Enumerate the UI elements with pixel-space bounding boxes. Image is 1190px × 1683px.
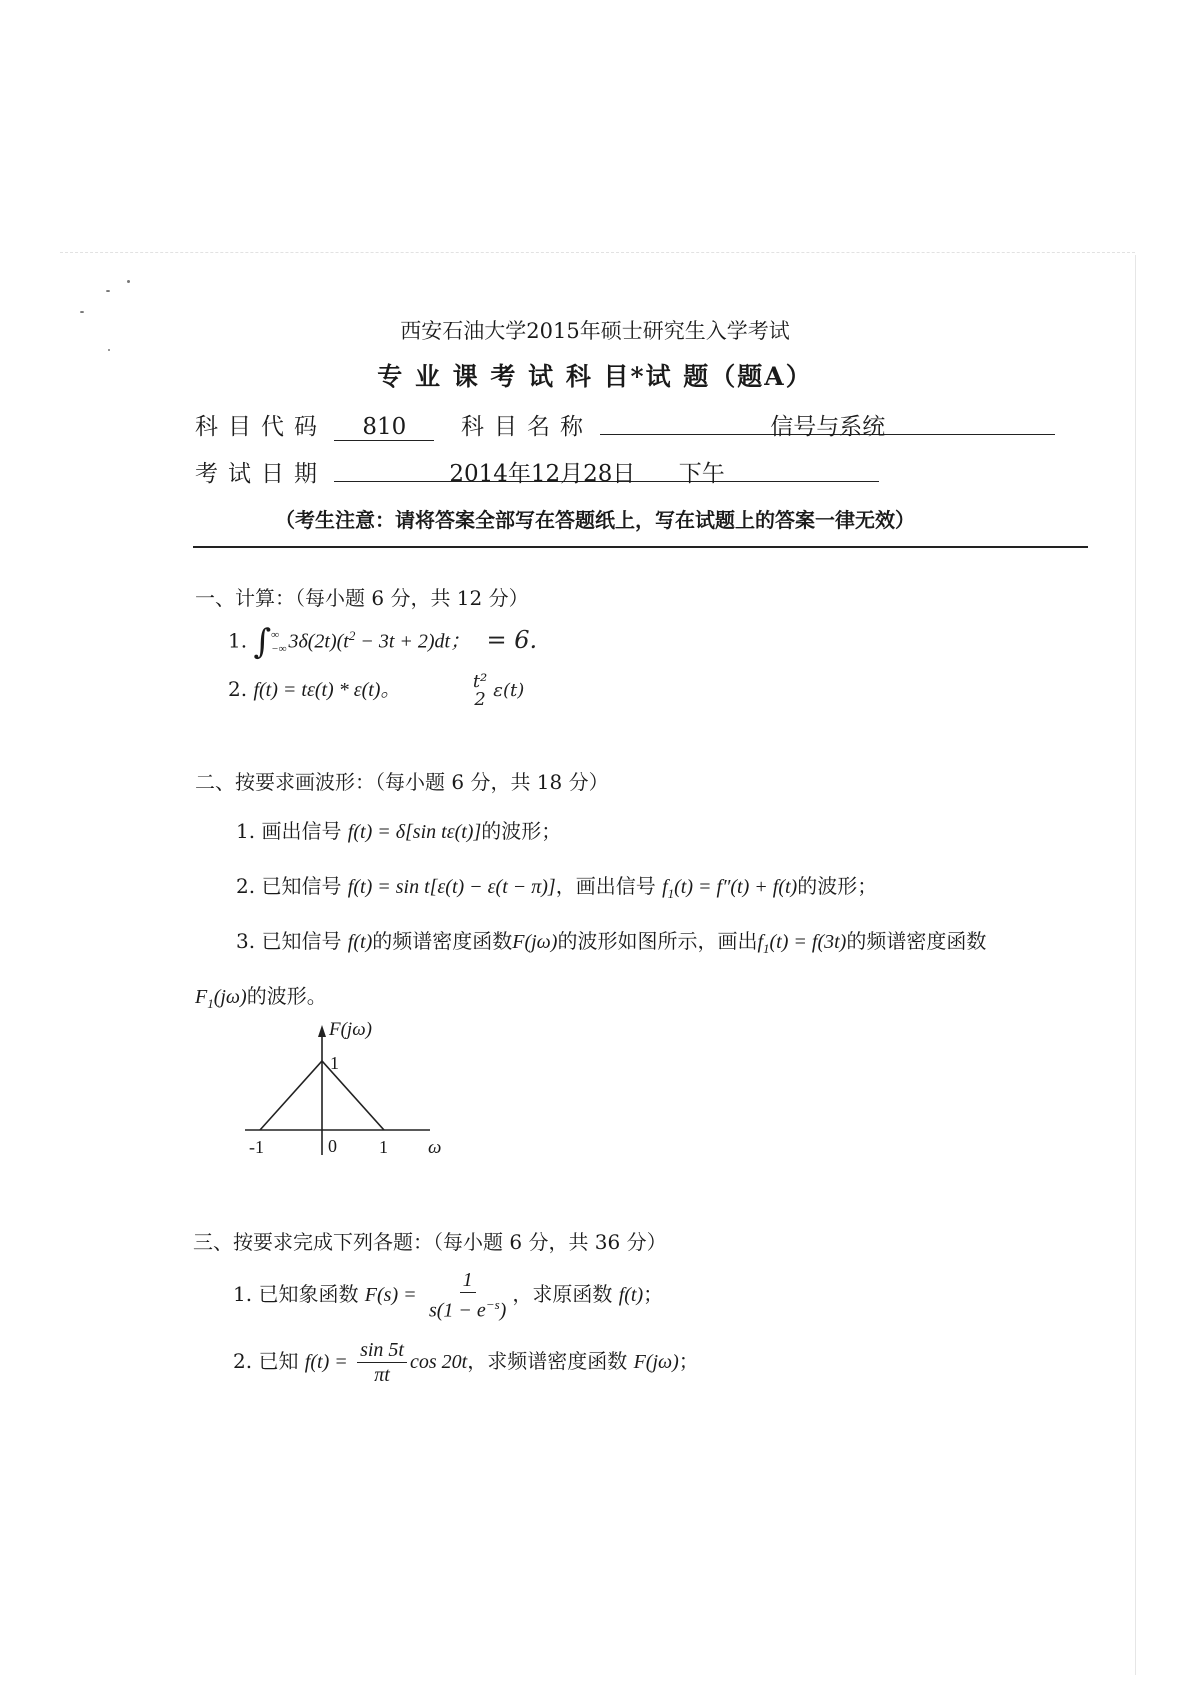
s2q1-prefix: 1. 画出信号 [236, 819, 348, 843]
s2q3-mid1: 的频谱密度函数 [372, 929, 513, 953]
s3q2-prefix: 2. 已知 [233, 1349, 305, 1373]
s2q2-suffix: 的波形； [797, 874, 878, 898]
section2-q2 [236, 870, 877, 902]
x-left-label: -1 [249, 1137, 264, 1157]
exam-session: 下午 [678, 461, 725, 487]
q2-number: 2. [228, 677, 248, 701]
q2-expression: f(t) = tε(t) * ε(t)。 [253, 679, 401, 701]
section2-q1 [236, 815, 561, 844]
handwritten-fraction [470, 673, 490, 709]
y-axis-arrow [318, 1025, 326, 1037]
section1-q1 [228, 622, 537, 662]
scan-edge-right [1135, 255, 1136, 1675]
exam-date-label: 考试日期 [195, 461, 327, 487]
s3q1-fraction [426, 1268, 509, 1323]
s3q1-prefix: 1. 已知象函数 [233, 1281, 365, 1306]
s2q3-F1-sub: 1 [207, 996, 214, 1011]
q1-expression-tail: − 3t + 2)dt； [355, 630, 471, 653]
university-line: 西安石油大学2015年硕士研究生入学考试 [400, 319, 790, 343]
s2q3-mid3: 的频谱密度函数 [846, 929, 987, 953]
handwritten-num: t² [472, 671, 488, 692]
subject-name-value: 信号与系统 [600, 408, 1055, 435]
s3q1-f: f(t) [618, 1283, 644, 1306]
q1-expression: 3δ(2t)(t [288, 630, 349, 653]
s2q3-line2-suffix: 的波形。 [246, 984, 327, 1008]
handwritten-tail: ε(t) [493, 680, 525, 701]
s2q3-F1: F [195, 986, 208, 1008]
section3-q1 [233, 1268, 663, 1323]
q1-handwritten-answer: = 6. [486, 625, 538, 654]
exam-date-field [334, 455, 879, 487]
s2q3-F1-tail: (jω) [213, 986, 247, 1008]
s2q3-f1-sub: 1 [763, 941, 770, 956]
s3q1-numerator: 1 [460, 1268, 476, 1293]
section2-q3 [236, 925, 986, 957]
s3q2-numerator: sin 5t [357, 1338, 407, 1363]
scan-speck [108, 349, 110, 351]
s2q3-f: f(t) [347, 931, 373, 953]
integral-lower: −∞ [271, 643, 287, 655]
section1-heading: 一、计算：（每小题 6 分，共 12 分） [195, 586, 529, 610]
s2q3-f1: f [757, 931, 764, 953]
s2q2-prefix: 2. 已知信号 [236, 874, 348, 898]
spectrum-figure [235, 1015, 465, 1165]
handwritten-den: 2 [474, 689, 486, 710]
s3q1-lhs: F(s) = [364, 1283, 417, 1306]
s3q1-mid: ，求原函数 [512, 1281, 619, 1306]
scan-speck [127, 280, 130, 283]
s2q1-expression: f(t) = δ[sin tε(t)] [347, 821, 482, 843]
scan-speck [106, 290, 110, 292]
s3q2-tail: cos 20t [410, 1351, 468, 1373]
x-axis-label: ω [428, 1137, 442, 1158]
section1-q2 [228, 673, 524, 709]
subject-name-label: 科目名称 [460, 414, 593, 440]
x-right-label: 1 [379, 1137, 388, 1157]
section3-heading: 三、按要求完成下列各题：（每小题 6 分，共 36 分） [193, 1230, 667, 1254]
exam-title: 专 业 课 考 试 科 目*试 题（题A） [377, 362, 813, 391]
s2q2-f1-tail: (t) = f″(t) + f(t) [674, 876, 798, 898]
s3q2-mid: ，求频谱密度函数 [467, 1349, 634, 1373]
s2q2-expression: f(t) = sin t[ε(t) − ε(t − π)] [347, 876, 556, 898]
section2-q3-line2 [195, 980, 327, 1012]
s3q2-denominator: πt [374, 1364, 390, 1386]
subject-code-value: 810 [334, 414, 434, 441]
subject-code-label: 科目代码 [195, 414, 327, 440]
s3q2-F: F(jω) [633, 1351, 679, 1373]
s2q3-f1-tail: (t) = f(3t) [769, 931, 847, 953]
s3q1-denominator [426, 1293, 509, 1323]
y-axis-label: F(jω) [329, 1019, 372, 1040]
integral-sign: ∫ [253, 622, 272, 662]
x-origin-label: 0 [328, 1136, 337, 1156]
q1-exponent: 2 [348, 627, 356, 643]
exam-date-value: 2014年12月28日 [449, 461, 636, 487]
exam-date-row [195, 455, 879, 488]
header-divider [193, 546, 1088, 548]
s2q2-mid: ，画出信号 [555, 874, 663, 898]
section2-heading: 二、按要求画波形：（每小题 6 分，共 18 分） [195, 770, 609, 794]
scan-speck [80, 311, 84, 313]
s3q2-lhs: f(t) = [304, 1351, 348, 1373]
s3q1-den-tail: ) [499, 1299, 507, 1322]
peak-label: 1 [330, 1053, 339, 1073]
s2q2-f1-sub: 1 [667, 886, 675, 901]
s3q1-suffix: ； [643, 1281, 664, 1306]
s2q3-F: F(jω) [512, 931, 558, 953]
subject-row [195, 408, 1055, 441]
s2q3-prefix: 3. 已知信号 [236, 929, 348, 953]
q2-handwritten-answer [467, 671, 525, 710]
s3q1-den-exp: −s [485, 1297, 500, 1312]
integral-upper: ∞ [271, 629, 280, 641]
s2q2-f1: f [662, 876, 668, 898]
integral-limits [271, 628, 286, 656]
scan-edge-top [60, 252, 1135, 253]
s2q1-suffix: 的波形； [481, 819, 562, 843]
section3-q2 [233, 1338, 699, 1387]
exam-notice: （考生注意：请将答案全部写在答题纸上，写在试题上的答案一律无效） [275, 508, 915, 532]
s3q2-suffix: ； [678, 1349, 699, 1373]
s3q2-fraction [357, 1338, 407, 1387]
q1-number: 1. [228, 628, 248, 653]
s3q1-den-base: s(1 − e [428, 1299, 486, 1322]
s2q3-mid2: 的波形如图所示，画出 [557, 929, 758, 953]
